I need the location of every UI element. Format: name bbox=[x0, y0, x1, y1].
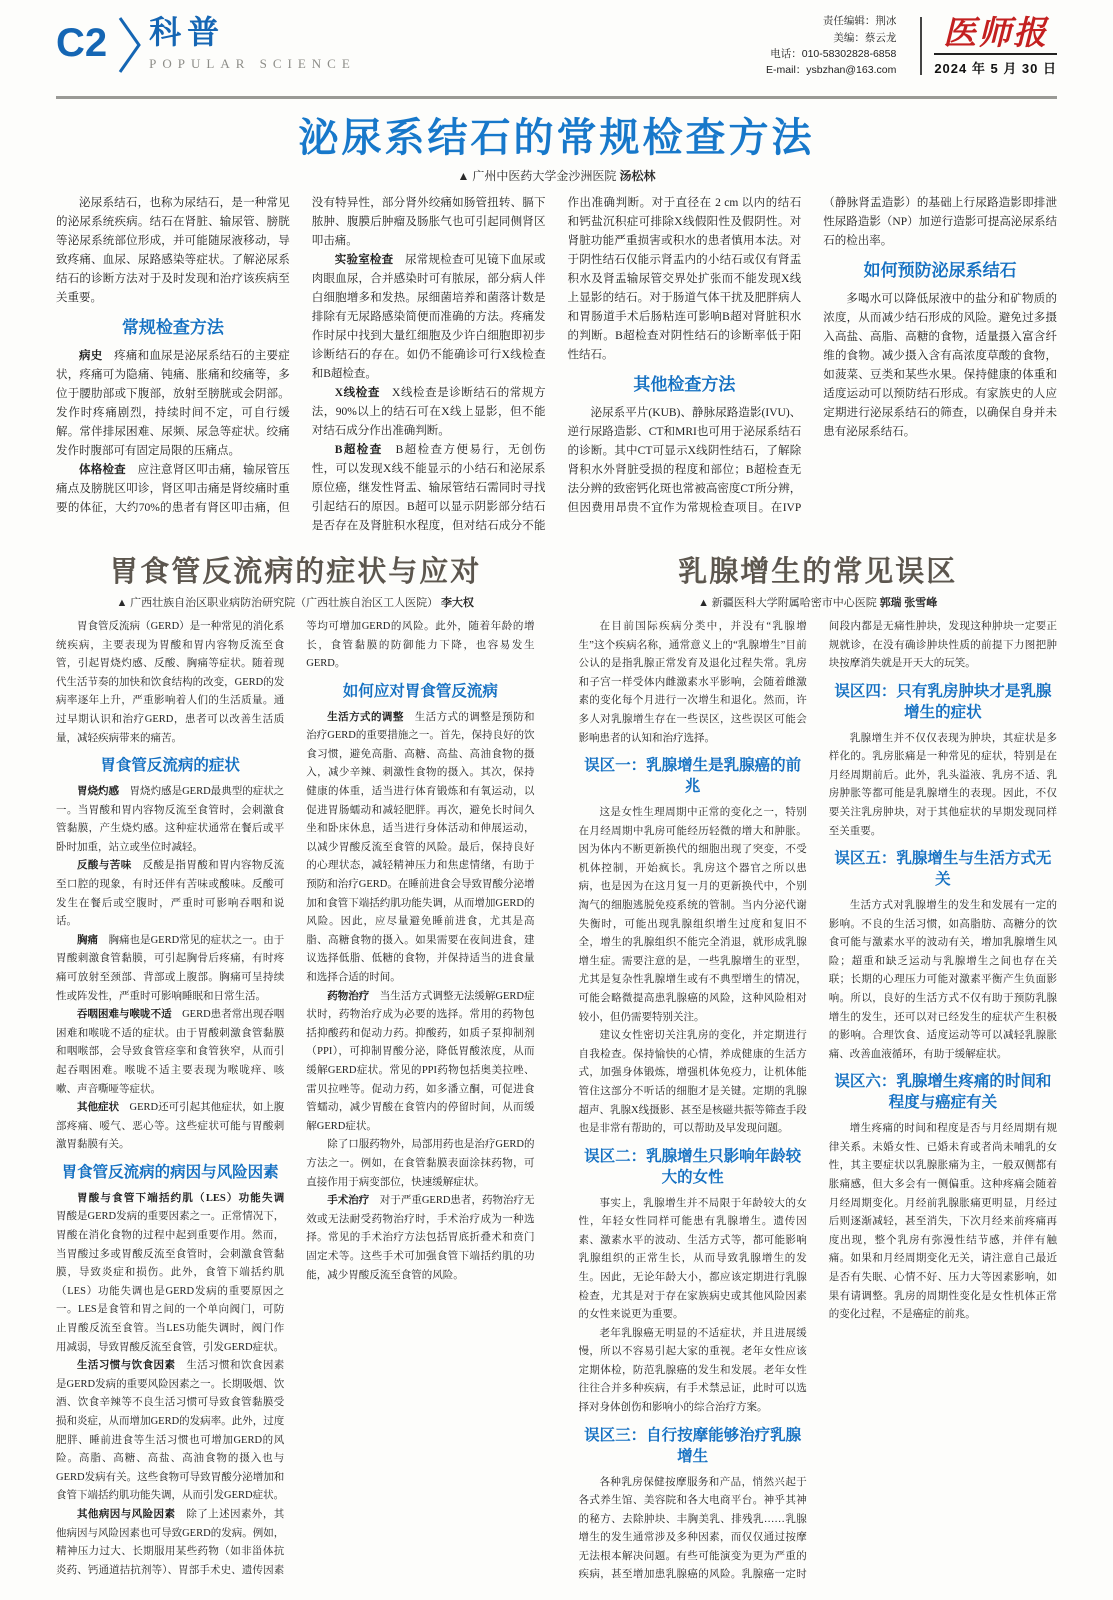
paragraph-lead: 胃烧灼感 bbox=[77, 786, 130, 798]
byline-org: ▲ 新疆医科大学附属哈密市中心医院 bbox=[698, 597, 877, 609]
paragraph: 其他病因与风险因素 除了上述因素外，其他病因与风险因素也可导致GERD的发病。例如，精神压力过大、长期服用某些药物（如非甾体抗炎药、钙通道拮抗剂等）、胃部手术史、遗传因素等均可增加GERD的风险。此外，随着年龄的增长，食管黏膜的防御能力下降，也容易发生GERD。 bbox=[56, 621, 535, 1576]
paragraph-lead: 药物治疗 bbox=[327, 990, 380, 1002]
article-breast-hyperplasia bbox=[579, 552, 1058, 1588]
section-heading: 误区四：只有乳房肿块才是乳腺增生的症状 bbox=[834, 682, 1052, 721]
section-title-block bbox=[149, 14, 356, 72]
paragraph: 老年乳腺癌无明显的不适症状，并且进展缓慢，所以不容易引起大家的重视。老年女性应该定期体检，防范乳腺癌的发生和发展。老年女性往往合并多种疾病，有手术禁忌证，此时可以选择对身体创伤和影响小的综合治疗方案。 bbox=[578, 1327, 807, 1414]
article-gerd bbox=[56, 552, 535, 1588]
article-urinary-stones bbox=[56, 115, 1057, 536]
paragraph: 体格检查 应注意肾区叩击痛，输尿管压痛点及膀胱区叩诊，肾区叩击痛是肾绞痛时重要的体征，大约70%的患者有肾区叩击痛，但没有特异性，部分肾外绞痛如肠管扭转、膈下脓肿、腹膜后肿瘤及肠胀气也可引起同侧肾区叩击痛。 bbox=[56, 197, 546, 514]
section-name-cn: 科普 bbox=[149, 14, 226, 50]
paragraph: 生活方式对乳腺增生的发生和发展有一定的影响。不良的生活习惯，如高脂肪、高糖分的饮食可能与激素水平的波动有关，增加乳腺增生风险；超重和缺乏运动与乳腺增生之间也存在关联；长期的心理压力可能对激素平衡产生负面影响。所以，良好的生活方式不仅有助于预防乳腺增生的发生，还可以对已经发生的症状产生积极的影响。合理饮食、适度运动等可以减轻乳腺胀痛、改善血液循环，有助于缓解症状。 bbox=[828, 900, 1057, 1060]
paragraph-lead: 体格检查 bbox=[79, 463, 138, 476]
paragraph-lead: 病史 bbox=[79, 349, 115, 362]
paragraph-lead: 手术治疗 bbox=[327, 1195, 380, 1207]
section-heading: 其他检查方法 bbox=[633, 375, 736, 394]
paragraph-lead: 生活习惯与饮食因素 bbox=[77, 1360, 187, 1372]
editor-line: 责任编辑：荆冰 bbox=[822, 15, 897, 28]
section-heading: 误区一：乳腺增生是乳腺癌的前兆 bbox=[584, 757, 802, 796]
section-heading: 如何预防泌尿系结石 bbox=[863, 261, 1017, 280]
paragraph-lead: X线检查 bbox=[334, 387, 393, 399]
paragraph: 这是女性生理周期中正常的变化之一，特别在月经周期中乳房可能经历轻微的增大和肿胀。因为体内不断更新换代的细胞出现了突变，不受机体控制，开始疯长。乳房这个器官之所以患病，也是因为在这月复一月的更新换代中，个别淘气的细胞逃脱免疫系统的管制。当内分泌代谢失衡时，可能出现乳腺组织增生过度和复旧不全，增生的乳腺组织不能完全消退，就形成乳腺增生症。需要注意的是，一些乳腺增生的亚型，尤其是复杂性乳腺增生或有不典型增生的情况，可能会略微提高患乳腺癌的风险，这种风险相对较小，但仍需要特别关注。 bbox=[578, 807, 807, 1023]
paragraph-lead: 生活方式的调整 bbox=[327, 711, 415, 723]
article-body bbox=[579, 618, 1058, 1588]
paragraph-lead: 其他病因与风险因素 bbox=[77, 1508, 187, 1520]
article-body bbox=[56, 194, 1057, 536]
bottom-articles bbox=[56, 552, 1057, 1588]
article-body bbox=[56, 618, 535, 1588]
paragraph: X线检查 X线检查是诊断结石的常规方法，90%以上的结石可在X线上显影，但不能对结石成分作出准确判断。 bbox=[311, 387, 546, 437]
section-heading: 误区二：乳腺增生只影响年龄较大的女性 bbox=[584, 1147, 802, 1186]
section-heading: 胃食管反流病的病因与风险因素 bbox=[61, 1163, 279, 1181]
paragraph: 吞咽困难与喉咙不适 GERD患者常出现吞咽困难和喉咙不适的症状。由于胃酸刺激食管黏膜和咽喉部，会导致食管痉挛和食管狭窄，从而引起吞咽困难。喉咙不适主要表现为喉咙痒、咳嗽、声音嘶哑等症状。 bbox=[56, 1009, 285, 1095]
paragraph-lead: 胸痛 bbox=[77, 934, 109, 946]
byline-authors: 郭瑞 张雪峰 bbox=[879, 597, 938, 609]
section-name-en: POPULAR SCIENCE bbox=[149, 56, 356, 71]
paragraph-lead: 其他症状 bbox=[77, 1102, 130, 1114]
section-banner bbox=[56, 14, 356, 74]
paragraph: 建议女性密切关注乳房的变化，并定期进行自我检查。保持愉快的心情，养成健康的生活方式，加强身体锻炼，增强机体免疫力，让机体能管住这部分不听话的细胞才是关键。定期的乳腺超声、乳腺X线摄影、甚至是核磁共振等筛查手段也是非常有帮助的，可以帮助及早发现问题。 bbox=[578, 1030, 807, 1135]
paragraph: 事实上，乳腺增生并不局限于年龄较大的女性，年轻女性同样可能患有乳腺增生。遗传因素、激素水平的波动、生活方式等，都可能影响乳腺组织的正常生长，从而导致乳腺增生的发生。因此，无论年龄大小，都应该定期进行乳腺检查，尤其是对于存在家族病史或其他风险因素的女性来说更为重要。 bbox=[578, 1197, 807, 1321]
page-number: C2 bbox=[56, 21, 108, 65]
page-header bbox=[56, 14, 1057, 99]
chevron-icon bbox=[117, 16, 143, 74]
byline-org: ▲ 广西壮族自治区职业病防治研究院（广西壮族自治区工人医院） bbox=[116, 597, 439, 609]
newspaper-logo-block bbox=[934, 12, 1057, 77]
issue-date: 2024 年 5 月 30 日 bbox=[934, 53, 1057, 77]
paragraph: B超检查 B超检查方便易行，无创伤性，可以发现X线不能显示的小结石和泌尿系原位癌，继发性肾盂、输尿管结石需同时寻找引起结石的原因。B超可以显示阴影部分结石是否存在及肾脏积水程度，但对结石成分不能作出准确判断。对于直径在 2 cm 以内的结石和钙盐沉积症可排除X线假阳性及假阴性。对肾脏功能严重损害或积水的患者慎用本法。对于阴性结石仅能示肾盂内的小结石或仅有肾盂积水及肾盂输尿管交界处扩张而不能发现X线上显影的结石。对于肠道气体干扰及肥胖病人和胃肠道手术后肠粘连可影响B超对肾脏积水的判断。B超检查对阴性结石的诊断率低于阳性结石。 bbox=[311, 197, 802, 532]
paragraph: 增生疼痛的时间和程度是否与月经周期有规律关系。未婚女性、已婚未育或者尚未哺乳的女性，其主要症状以乳腺胀痛为主，一般双侧都有胀痛感，但大多会有一侧偏重。这种疼痛会随着月经周期变化。月经前乳腺胀痛更明显，月经过后则逐渐减轻，甚至消失，下次月经来前疼痛再度出现，整个乳房有弥漫性结节感，并伴有触痛。如果和月经周期变化无关，请注意自己最近是否有失眠、心情不好、压力大等因素影响，如果有请调整。乳房的周期性变化是女性机体正常的变化过程，不是癌症的前兆。 bbox=[828, 1123, 1057, 1321]
byline-authors: 汤松林 bbox=[619, 169, 656, 183]
article-title: 胃食管反流病的症状与应对 bbox=[109, 556, 482, 588]
paragraph: 泌尿系平片(KUB)、静脉尿路造影(IVU)、逆行尿路造影、CT和MRI也可用于泌尿系结石的诊断。其中CT可显示X线阴性结石，了解除肾积水外肾脏受损的程度和部位；B超检查无法分辨的致密钙化斑也常被高密度CT所分辨，但因费用昂贵不宜作为常规检查项目。在IVP（静脉肾盂造影）的基础上行尿路造影即排泄性尿路造影（NP）加逆行造影可提高泌尿系结石的检出率。 bbox=[567, 197, 1057, 514]
paragraph: 泌尿系结石，也称为尿结石，是一种常见的泌尿系统疾病。结石在肾脏、输尿管、膀胱等泌尿系统部位形成，并可能随尿液移动，导致疼痛、血尿、尿路感染等症状。了解泌尿系结石的诊断方法对于及时发现和治疗该疾病至关重要。 bbox=[56, 197, 290, 304]
section-heading: 误区三：自行按摩能够治疗乳腺增生 bbox=[584, 1426, 802, 1465]
paragraph: 反酸与苦味 反酸是指胃酸和胃内容物反流至口腔的现象，有时还伴有苦味或酸味。反酸可发生在餐后或空腹时，严重时可影响吞咽和说话。 bbox=[56, 860, 285, 928]
paragraph: 药物治疗 当生活方式调整无法缓解GERD症状时，药物治疗成为必要的选择。常用的药物包括抑酸药和促动力药。抑酸药，如质子泵抑制剂（PPI），可抑制胃酸分泌，降低胃酸浓度，从而缓解GERD症状。常见的PPI药物包括奥美拉唑、雷贝拉唑等。促动力药，如多潘立酮，可促进食管蠕动，减少胃酸在食管内的停留时间，从而缓解GERD症状。 bbox=[306, 990, 535, 1132]
editor-line: 美编：蔡云龙 bbox=[833, 31, 897, 44]
article-title: 乳腺增生的常见误区 bbox=[678, 556, 958, 588]
section-heading: 胃食管反流病的症状 bbox=[100, 757, 240, 775]
section-heading: 如何应对胃食管反流病 bbox=[342, 682, 498, 700]
paragraph: 实验室检查 尿常规检查可见镜下血尿或肉眼血尿，合并感染时可有脓尿，部分病人伴白细胞增多和发热。尿细菌培养和菌落计数是排除有无尿路感染简便而准确的方法。疼痛发作时尿中找到大量红细胞及少许白细胞即初步诊断结石的存在。如仍不能确诊可行X线检查和B超检查。 bbox=[311, 254, 546, 380]
newspaper-logo: 医师报 bbox=[943, 12, 1049, 52]
article-byline bbox=[56, 167, 1057, 184]
byline-authors: 李大权 bbox=[440, 597, 474, 609]
section-heading: 误区六：乳腺增生疼痛的时间和程度与癌症有关 bbox=[834, 1073, 1052, 1112]
paragraph: 病史 疼痛和血尿是泌尿系结石的主要症状，疼痛可为隐痛、钝痛、胀痛和绞痛等，多位于腰肋部或下腹部，放射至膀胱或会阴部。发作时疼痛剧烈，持续时间不定，可自行缓解。常伴排尿困难、尿频、尿急等症状。绞痛发作时腹部可有固定局限的压痛点。 bbox=[56, 349, 290, 457]
paragraph: 在目前国际疾病分类中，并没有“乳腺增生”这个疾病名称，通常意义上的“乳腺增生”目前公认的是指乳腺正常发育及退化过程失常。乳房和子宫一样受体内雌激素水平影响，会随着雌激素的变化每个月进行一次增生和退化。然而，许多人对乳腺增生存在一些误区，这些误区可能会影响患者的认知和治疗选择。 bbox=[578, 621, 807, 744]
paragraph-lead: 实验室检查 bbox=[334, 254, 406, 266]
paragraph: 胃酸与食管下端括约肌（LES）功能失调 胃酸是GERD发病的重要因素之一。正常情况下，胃酸在消化食物的过程中起到重要作用。然而，当胃酸过多或胃酸反流至食管时，会刺激食管黏膜，导致炎症和损伤。此外，食管下端括约肌（LES）功能失调也是GERD发病的重要原因之一。LES是食管和胃之间的一个单向阀门，可防止胃酸反流至食管。当LES功能失调时，阀门作用减弱，导致胃酸反流至食管，引发GERD症状。 bbox=[56, 1192, 295, 1353]
paragraph: 各种乳房保健按摩服务和产品，悄然兴起于各式养生馆、美容院和各大电商平台。神乎其神的秘方、去除肿块、丰胸美乳、排残乳……乳腺增生的发生通常涉及多种因素，而仅仅通过按摩无法根本解决问题。有些可能演变为更为严重的疾病，甚至增加患乳腺癌的风险。乳腺癌一定时间段内都是无痛性肿块，发现这种肿块一定要正规就诊，在没有确诊肿块性质的前提下力图把肿块按摩消失就是开天大的玩笑。 bbox=[578, 621, 1057, 1581]
paragraph: 生活习惯与饮食因素 生活习惯和饮食因素是GERD发病的重要风险因素之一。长期吸烟、饮酒、饮食辛辣等不良生活习惯可导致食管黏膜受损和炎症，从而增加GERD的发病率。此外，过度肥胖、睡前进食等生活习惯也可增加GERD的风险。高脂、高糖、高盐、高油食物的摄入也与GERD发病有关。这些食物可导致胃酸分泌增加和食管下端括约肌功能失调，从而引发GERD症状。 bbox=[56, 1360, 285, 1502]
email-line: E-mail：ysbzhan@163.com bbox=[766, 64, 897, 77]
paragraph: 多喝水可以降低尿液中的盐分和矿物质的浓度，从而减少结石形成的风险。避免过多摄入高盐、高脂、高糖的食物，适量摄入富含纤维的食物。减少摄入含有高浓度草酸的食物，如菠菜、豆类和某些水果。保持健康的体重和适度运动可以预防结石形成。有家族史的人应定期进行泌尿系结石的筛查，以确保自身并未患有泌尿系结石。 bbox=[823, 292, 1057, 438]
section-heading: 常规检查方法 bbox=[121, 318, 224, 337]
paragraph-lead: 反酸与苦味 bbox=[77, 860, 143, 872]
paragraph-lead: 胃酸与食管下端括约肌（LES）功能失调 bbox=[77, 1192, 295, 1204]
paragraph-lead: B超检查 bbox=[334, 444, 396, 456]
paragraph-lead: 吞咽困难与喉咙不适 bbox=[77, 1009, 183, 1021]
article-byline bbox=[56, 594, 535, 610]
paragraph: 手术治疗 对于严重GERD患者，药物治疗无效或无法耐受药物治疗时，手术治疗成为一种选择。常见的手术治疗方法包括胃底折叠术和贲门固定术等。这些手术可加强食管下端括约肌的功能，减少胃酸反流至食管的风险。 bbox=[306, 1195, 535, 1281]
phone-line: 电话：010-58302828-6858 bbox=[770, 48, 897, 60]
section-heading: 误区五：乳腺增生与生活方式无关 bbox=[834, 850, 1052, 889]
paragraph: 其他症状 GERD还可引起其他症状，如上腹部疼痛、嗳气、恶心等。这些症状可能与胃酸刺激胃黏膜有关。 bbox=[56, 1102, 285, 1151]
byline-org: ▲ 广州中医药大学金沙洲医院 bbox=[457, 169, 617, 183]
vertical-divider bbox=[920, 17, 922, 75]
paragraph: 生活方式的调整 生活方式的调整是预防和治疗GERD的重要措施之一。首先，保持良好的饮食习惯，避免高脂、高糖、高盐、高油食物的摄入，减少辛辣、刺激性食物的摄入。其次，保持健康的体重，适当进行体育锻炼和有氧运动，以促进胃肠蠕动和减轻肥胖。再次，避免长时间久坐和卧床休息，适当进行身体活动和伸展运动，以减少胃酸反流至食管的风险。最后，保持良好的心理状态，减轻精神压力和焦虑情绪，有助于预防和治疗GERD。在睡前进食会导致胃酸分泌增加和食管下端括约肌功能失调，从而增加GERD的风险。因此，应尽量避免睡前进食，尤其是高脂、高糖食物的摄入。如果需要在夜间进食，建议选择低脂、低糖的食物，并保持适当的进食量和选择合适的时间。 bbox=[306, 711, 535, 984]
paragraph: 乳腺增生并不仅仅表现为肿块，其症状是多样化的。乳房胀痛是一种常见的症状，特别是在月经周期前后。此外，乳头溢液、乳房不适、乳房肿胀等都可能是乳腺增生的表现。因此，不仅要关注乳房肿块，对于其他症状的早期发现同样至关重要。 bbox=[828, 732, 1057, 837]
article-byline bbox=[579, 594, 1058, 610]
editor-info bbox=[766, 13, 896, 78]
article-title: 泌尿系结石的常规检查方法 bbox=[298, 115, 815, 160]
masthead-block bbox=[766, 14, 1057, 78]
paragraph: 胃食管反流病（GERD）是一种常见的消化系统疾病，主要表现为胃酸和胃内容物反流至食管，引起胃烧灼感、反酸、胸痛等症状。随着现代生活节奏的加快和饮食结构的改变，GERD的发病率逐年上升，严重影响着人们的生活质量。通过早期认识和治疗GERD，患者可以改善生活质量，减轻疾病带来的痛苦。 bbox=[56, 621, 285, 744]
paragraph: 除了口服药物外，局部用药也是治疗GERD的方法之一。例如，在食管黏膜表面涂抹药物，可直接作用于病变部位，快速缓解症状。 bbox=[306, 1139, 535, 1188]
paragraph: 胃烧灼感 胃烧灼感是GERD最典型的症状之一。当胃酸和胃内容物反流至食管时，会刺激食管黏膜，产生烧灼感。这种症状通常在餐后或平卧时加重，站立或坐位时减轻。 bbox=[56, 786, 285, 853]
paragraph: 胸痛 胸痛也是GERD常见的症状之一。由于胃酸刺激食管黏膜，可引起胸骨后疼痛，有时疼痛可放射至颈部、背部或上腹部。胸痛可呈持续性或阵发性，严重时可影响睡眠和日常生活。 bbox=[56, 934, 285, 1002]
